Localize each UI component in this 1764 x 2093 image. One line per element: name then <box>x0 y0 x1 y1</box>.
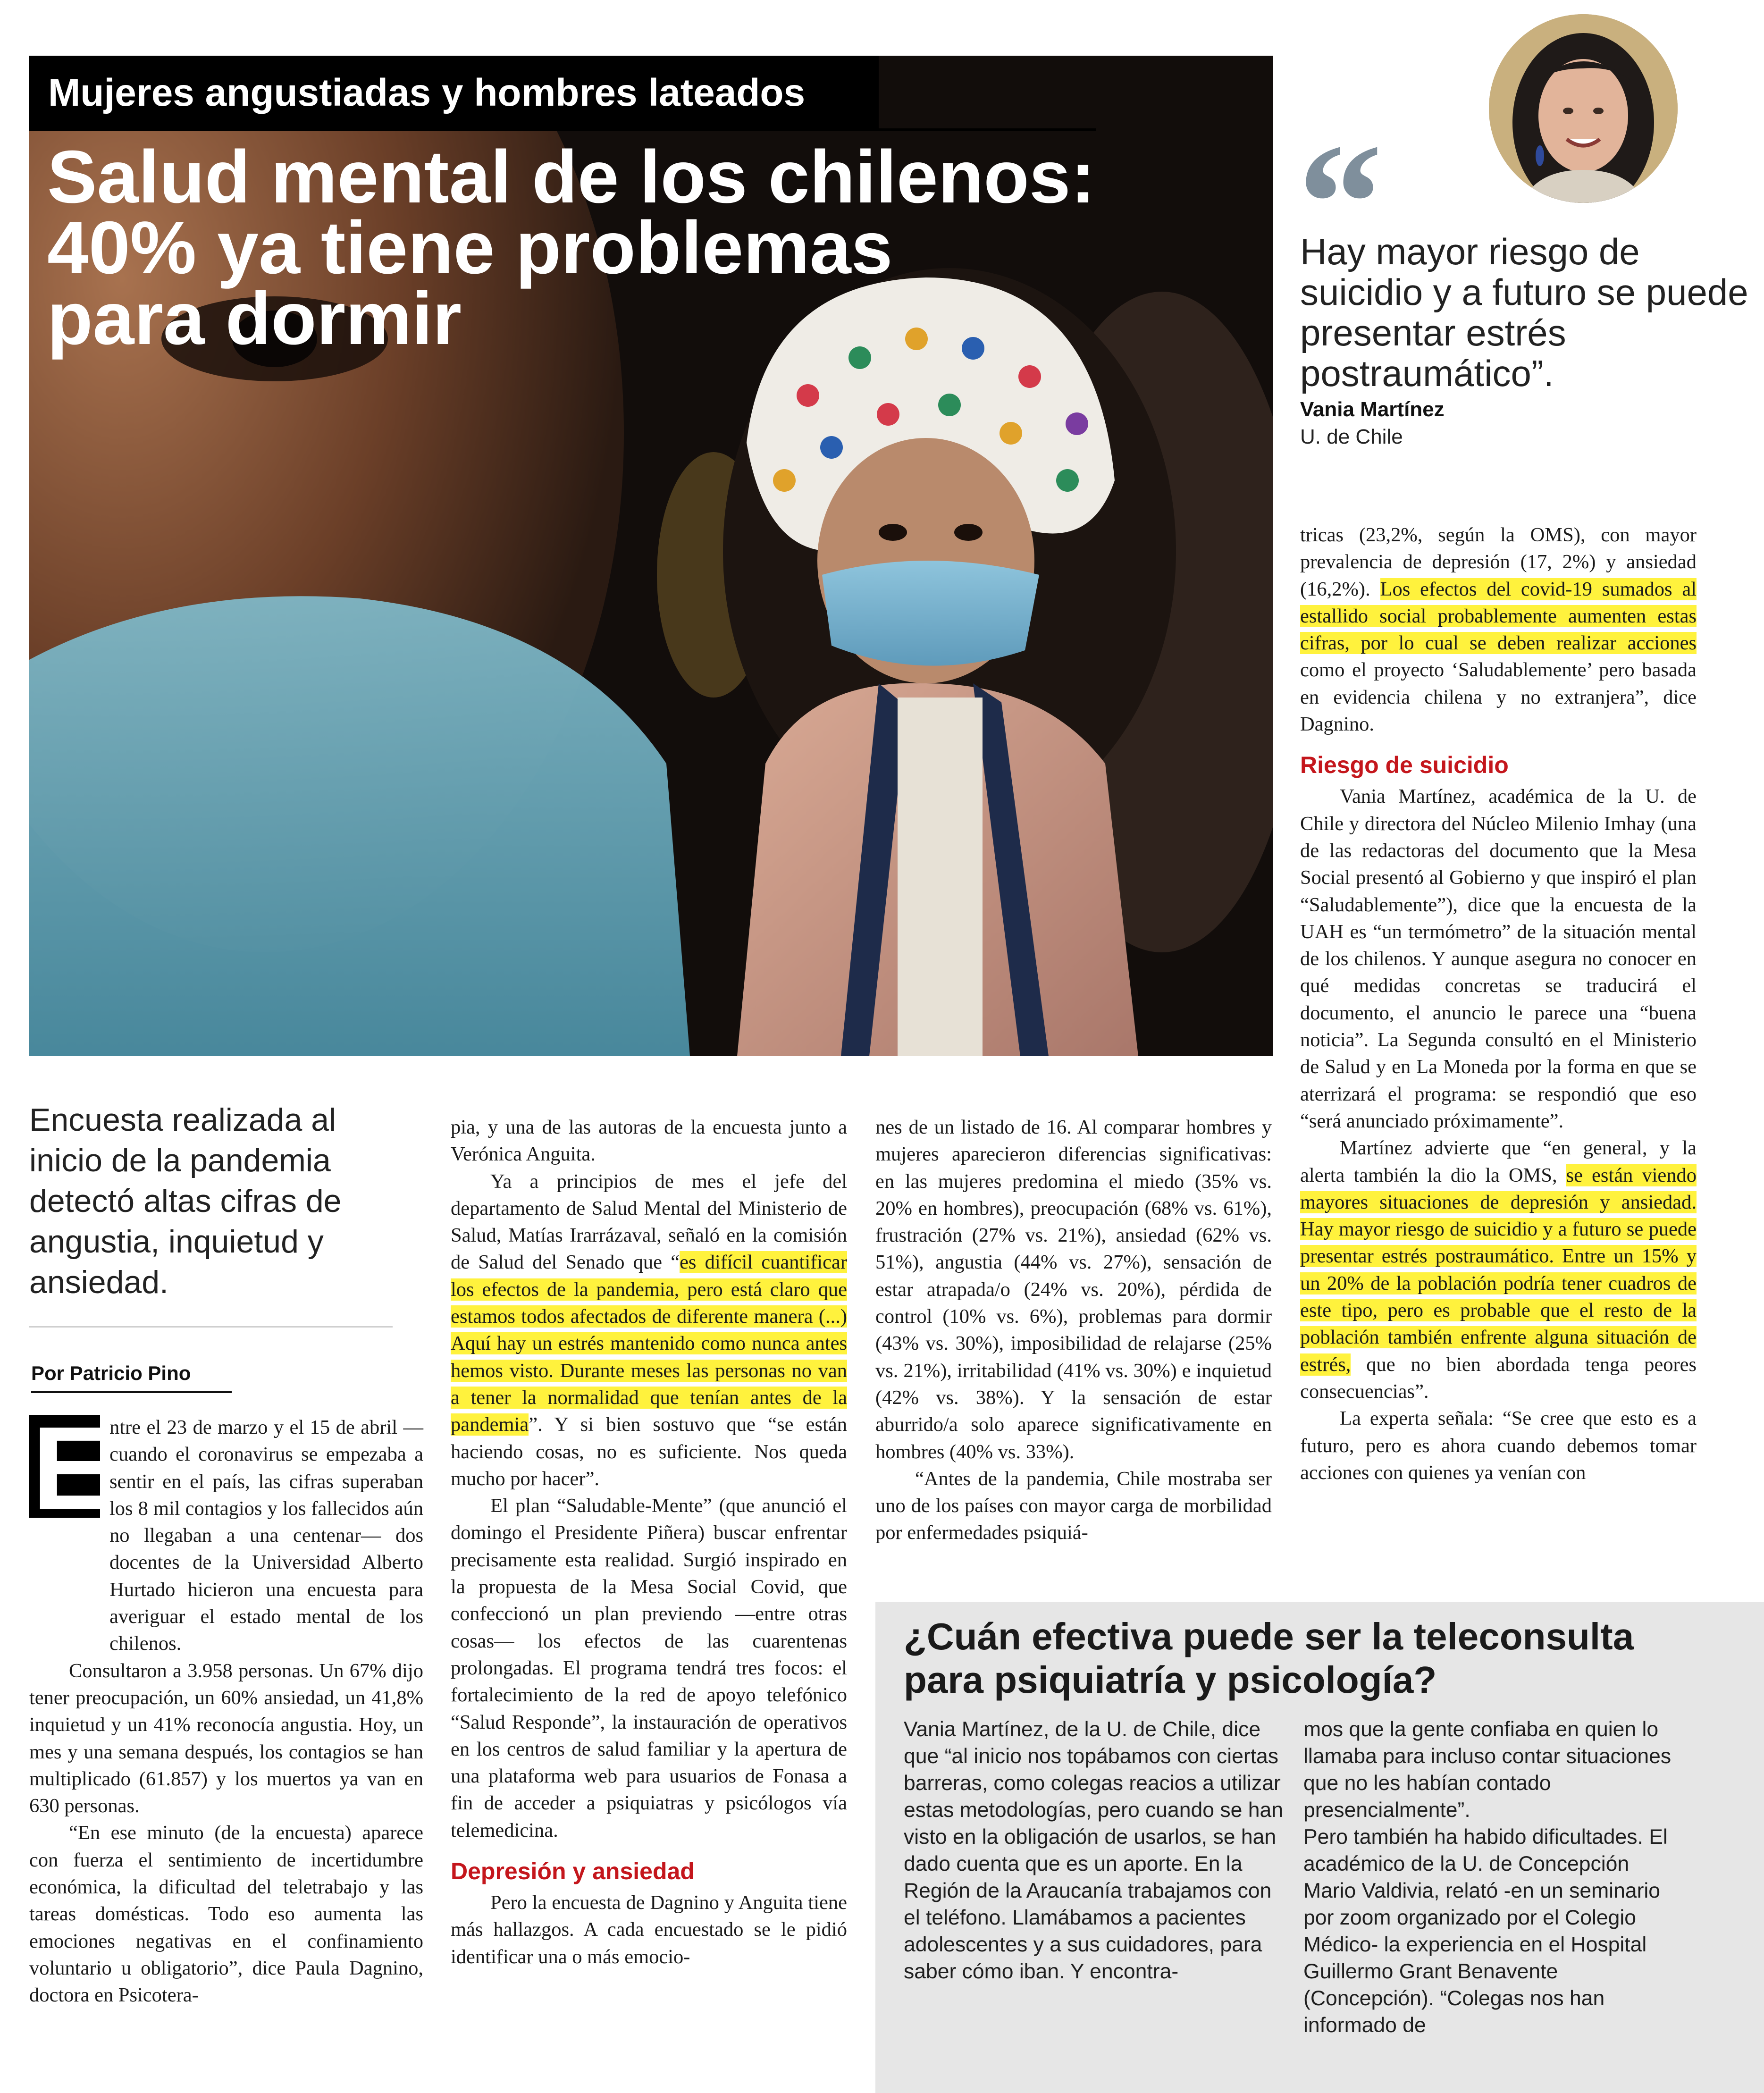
section-subhead: Riesgo de suicidio <box>1300 752 1509 779</box>
pull-quote: Hay mayor riesgo de suicidio y a futuro se puede presentar estrés postraumático”. <box>1300 231 1748 394</box>
sidebar-column-2 <box>1303 1716 1686 2039</box>
section-subhead: Depresión y ansiedad <box>451 1858 695 1885</box>
paragraph: Pero la encuesta de Dagnino y Anguita tiene más hallazgos. A cada encuestado se le pidió identificar una o más emocio- <box>451 1891 847 1968</box>
paragraph: mos que la gente confiaba en quien lo llamaba para incluso contar situaciones que no les habían contado presencialmente”. <box>1303 1718 1672 1822</box>
paragraph: El plan “Saludable-Mente” (que anunció el domingo el Presidente Piñera) buscar enfrentar precisamente esta realidad. Surgió inspirado en la propuesta de la Mesa Social Covid, que confeccionó un plan previendo —entre otras cosas— los efectos de las cuarentenas prolongadas. El programa tendrá tres focos: el fortalecimiento de la red de apoyo telefónico “Salud Responde”, la instauración de operativos en los centros de salud familiar y la apertura de una plataforma web para usuarios de Fonasa a fin de acceder a psiquiatras y psicólogos vía telemedicina. <box>451 1495 847 1841</box>
highlighted-text: se están viendo mayores situaciones de depresión y ansiedad. Hay mayor riesgo de suicidio y a futuro se puede presentar estrés postraumático. Entre un 15% y un 20% de la población podría tener cuadros de este tipo, pero es probable que el resto de la población también enfrente alguna situación de estrés, <box>1300 1164 1697 1376</box>
paragraph <box>1300 521 1697 738</box>
quote-mark-icon: “ <box>1298 109 1383 297</box>
highlighted-text: Los efectos del covid-19 sumados al estallido social probablemente aumenten estas cifras, por lo cual se deben realizar acciones <box>1300 578 1697 655</box>
sidebar-title-line-1: ¿Cuán efectiva puede ser la teleconsulta <box>904 1615 1634 1657</box>
kicker-bar <box>29 56 879 131</box>
drop-cap-letter: E <box>32 1402 111 1534</box>
paragraph: ntre el 23 de marzo y el 15 de abril —cuando el coronavirus se empezaba a sentir en el país, las cifras superaban los 8 mil contagios y los fallecidos aún no llegaban a una centenar— dos docentes de la Universidad Alberto Hurtado hicieron una encuesta para averiguar el estado mental de los chilenos. <box>109 1416 423 1655</box>
paragraph: “En ese minuto (de la encuesta) aparece con fuerza el sentimiento de incertidumbre económica, la dificultad del teletrabajo y las tareas domésticas. Todo eso aumenta las emociones negativas en el confinamiento voluntario u obligatorio”, dice Paula Dagnino, doctora en Psicotera- <box>29 1822 423 2007</box>
sidebar-column-1 <box>904 1716 1286 1985</box>
sidebar-title <box>904 1615 1744 1702</box>
paragraph: nes de un listado de 16. Al comparar hombres y mujeres aparecieron diferencias significativas: en las mujeres predomina el miedo (35% vs. 20% en hombres), preocupación (68% vs. 61%), frustración (27% vs. 21%), ansiedad (62% vs. 51%), angustia (44% vs. 27%), sensación de estar atrapada/o (24% vs. 20%), pérdida de control (10% vs. 6%), problemas para dormir (43% vs. 30%), imposibilidad de relajarse (25% vs. 21%), irritabilidad (41% vs. 30%) e inquietud (42% vs. 38%). Y la sensación de estar aburrido/a solo aparece significativamente en hombres (40% vs. 33%). <box>875 1116 1272 1463</box>
headline-line-3: para dormir <box>47 277 462 360</box>
text-run: Ya a principios de mes el jefe del departamento de Salud Mental del Ministerio de Salud, Matías Irarrázaval, señaló en la comisión de Salud del Senado que “ <box>451 1170 847 1274</box>
kicker-rule <box>879 128 1096 131</box>
paragraph <box>1300 1135 1697 1405</box>
paragraph: pia, y una de las autoras de la encuesta junto a Verónica Anguita. <box>451 1116 847 1166</box>
article-column-4 <box>1300 521 1697 1486</box>
paragraph: Vania Martínez, de la U. de Chile, dice que “al inicio nos topábamos con ciertas barreras, como colegas reacios a utilizar estas metodologías, pero cuando se han visto en la obligación de usarlos, se han dado cuenta que es un aporte. En la Región de la Araucanía trabajamos con el teléfono. Llamábamos a pacientes adolescentes y a sus cuidadores, para saber cómo iban. Y encontra- <box>904 1718 1284 1983</box>
deck: Encuesta realizada al inicio de la pandemia detectó altas cifras de angustia, inquietud y ansiedad. <box>29 1102 342 1300</box>
quote-affiliation: U. de Chile <box>1300 425 1403 448</box>
article-column-2 <box>451 1114 847 1970</box>
sidebar-title-line-2: para psiquiatría y psicología? <box>904 1659 1437 1701</box>
quote-author: Vania Martínez <box>1300 398 1445 421</box>
headline <box>47 135 1180 360</box>
author-portrait <box>1489 14 1678 203</box>
highlighted-text: es difícil cuantificar los efectos de la pandemia, pero está claro que estamos todos afectados de diferente manera (...) Aquí hay un estrés mantenido como nunca antes hemos visto. Durante meses las personas no van a tener la normalidad que tenían antes de la pandemia <box>451 1251 847 1436</box>
text-run: Martínez advierte que “en general, y la alerta también la dio la OMS, <box>1300 1137 1697 1186</box>
byline-divider <box>31 1391 232 1393</box>
paragraph <box>451 1168 847 1493</box>
article-column-1 <box>29 1414 423 2009</box>
article-column-3 <box>875 1114 1272 1547</box>
headline-line-1: Salud mental de los chilenos: <box>47 135 1096 219</box>
paragraph: La experta señala: “Se cree que esto es a futuro, pero es ahora cuando debemos tomar acciones con quienes ya venían con <box>1300 1407 1697 1484</box>
paragraph: “Antes de la pandemia, Chile mostraba ser uno de los países con mayor carga de morbilidad por enfermedades psiquiá- <box>875 1467 1272 1544</box>
byline: Por Patricio Pino <box>31 1362 191 1384</box>
deck-divider <box>29 1326 393 1328</box>
text-run: que no bien abordada tenga peores consecuencias”. <box>1300 1353 1697 1403</box>
text-run: tricas (23,2%, según la OMS), con mayor prevalencia de depresión (17, 2%) y ansiedad (16,2%). <box>1300 524 1697 600</box>
text-run: ”. Y si bien sostuvo que “se están haciendo cosas, no es suficiente. Nos queda mucho por hacer”. <box>451 1413 847 1490</box>
paragraph: Pero también ha habido dificultades. El académico de la U. de Concepción Mario Valdivia, relató -en un seminario por zoom organizado por el Colegio Médico- la experiencia en el Hospital Guillermo Grant Benavente (Concepción). “Colegas nos han informado de <box>1303 1825 1668 2037</box>
paragraph: Consultaron a 3.958 personas. Un 67% dijo tener preocupación, un 60% ansiedad, un 41,8% inquietud y un 41% reconocía angustia. Hoy, un mes y una semana después, los contagios se han multiplicado (61.857) y los muertos ya van en 630 personas. <box>29 1659 423 1817</box>
kicker-text: Mujeres angustiadas y hombres lateados <box>48 71 806 114</box>
text-run: como el proyecto ‘Saludablemente’ pero basada en evidencia chilena y no extranjera”, dice Dagnino. <box>1300 659 1697 736</box>
paragraph: Vania Martínez, académica de la U. de Chile y directora del Núcleo Milenio Imhay (una de las redactoras del documento que la Mesa Social presentó al Gobierno y que inspiró el plan “Saludablemente”), dice que la encuesta de la UAH es “un termómetro” de la situación mental de los chilenos. Y aunque asegura no conocer en qué medidas concretas se traducirá el documento, el anuncio le parece una “buena noticia”. La Segunda consultó en el Ministerio de Salud y en La Moneda por la forma en que se aterrizará el programa: se respondió que eso “será anunciado próximamente”. <box>1300 785 1697 1132</box>
headline-line-2: 40% ya tiene problemas <box>47 206 893 289</box>
